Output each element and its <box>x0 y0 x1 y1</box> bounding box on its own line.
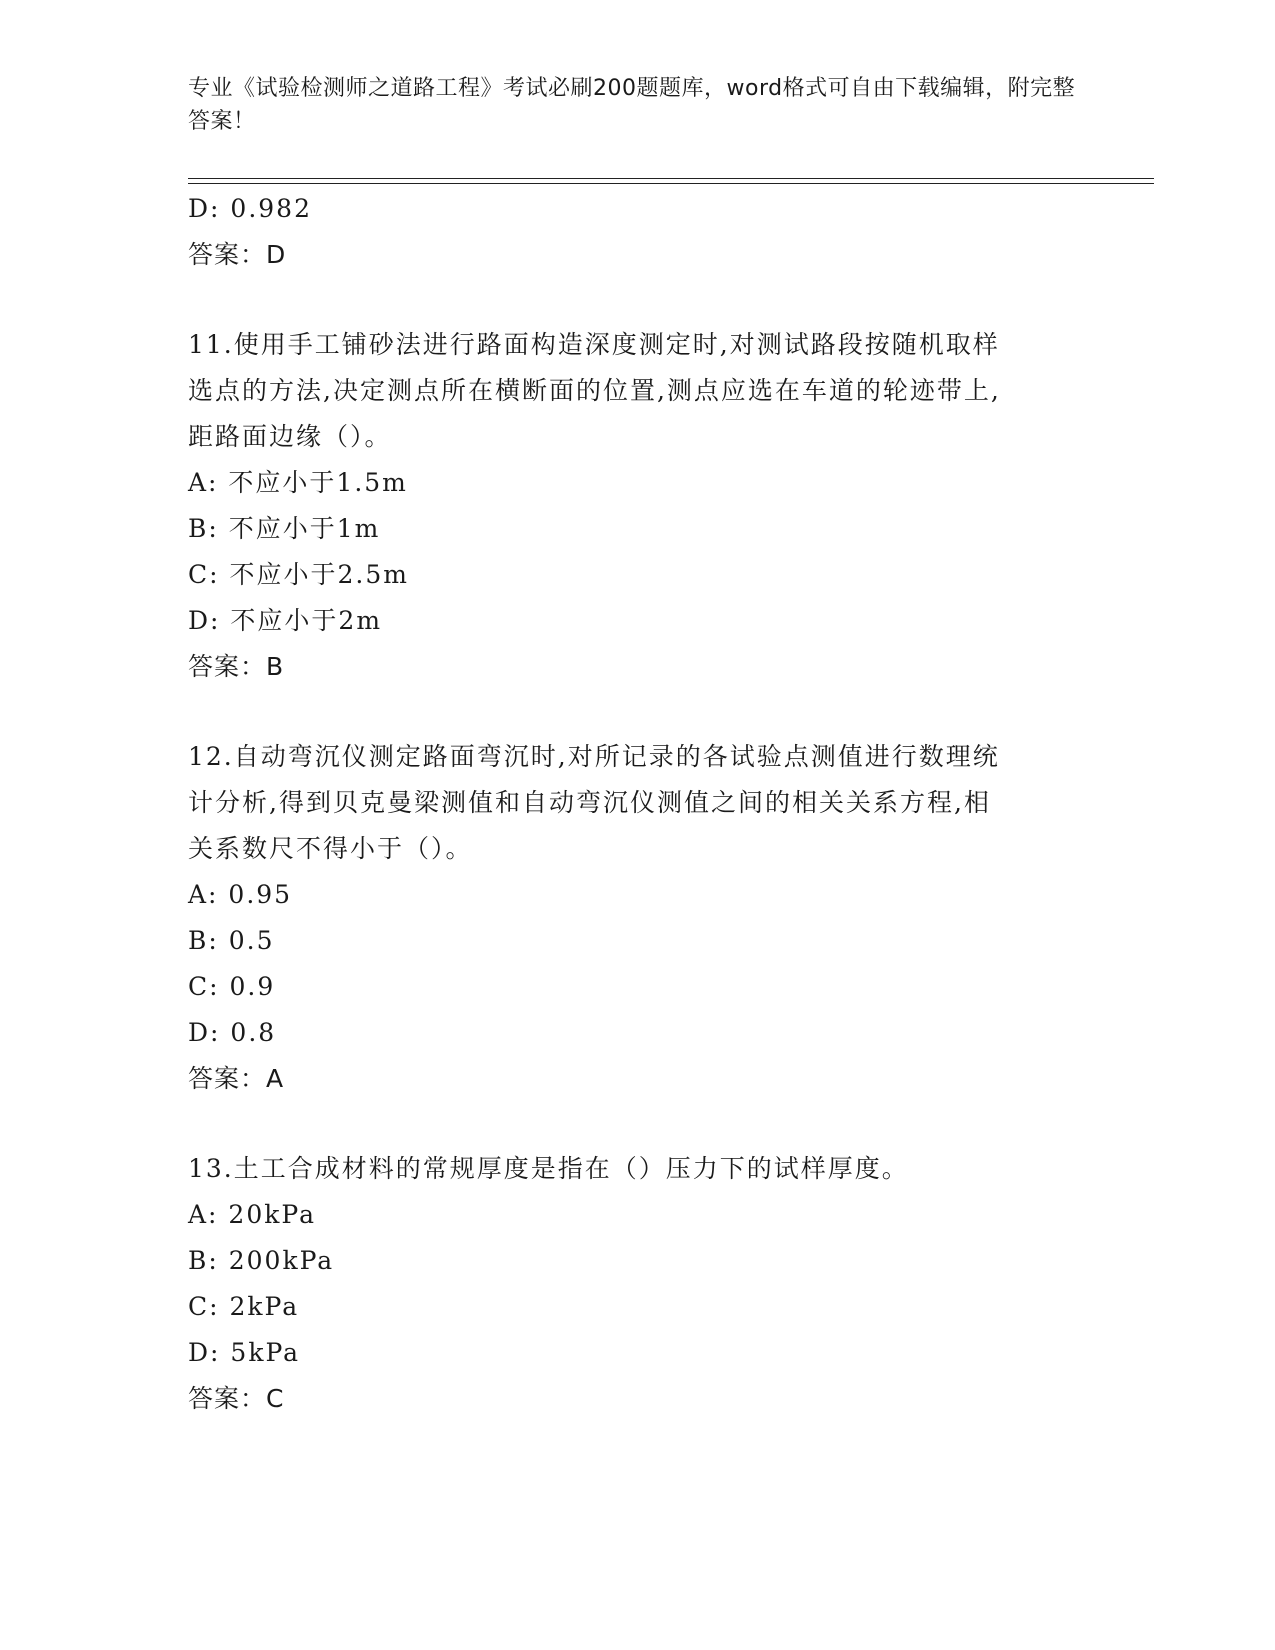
option-c: C: 2kPa <box>188 1292 300 1321</box>
option-d: D: 0.8 <box>188 1018 277 1047</box>
question-13 <box>188 1146 1088 1422</box>
question-stem-line: 距路面边缘（）。 <box>188 422 392 451</box>
option-a: A: 不应小于1.5m <box>188 468 408 497</box>
option-c: C: 0.9 <box>188 972 276 1001</box>
question-stem-line: 关系数尺不得小于（）。 <box>188 834 473 863</box>
option-b: B: 200kPa <box>188 1246 335 1275</box>
answer: 答案：C <box>188 1384 285 1413</box>
question-stem-line: 11.使用手工铺砂法进行路面构造深度测定时,对测试路段按随机取样 <box>188 330 1000 359</box>
option-c: C: 不应小于2.5m <box>188 560 409 589</box>
answer: 答案：A <box>188 1064 285 1093</box>
option-d: D: 0.982 <box>188 194 312 223</box>
question-stem-line: 选点的方法,决定测点所在横断面的位置,测点应选在车道的轮迹带上, <box>188 376 1001 405</box>
option-a: A: 20kPa <box>188 1200 316 1229</box>
option-b: B: 0.5 <box>188 926 275 955</box>
question-11 <box>188 322 1088 690</box>
answer: 答案：D <box>188 240 287 269</box>
header-rule-bottom <box>188 183 1154 184</box>
question-list <box>188 186 1088 1422</box>
option-d: D: 不应小于2m <box>188 606 383 635</box>
question-stem-line: 12.自动弯沉仪测定路面弯沉时,对所记录的各试验点测值进行数理统 <box>188 742 1000 771</box>
option-b: B: 不应小于1m <box>188 514 381 543</box>
option-a: A: 0.95 <box>188 880 293 909</box>
document-header: 专业《试验检测师之道路工程》考试必刷200题题库，word格式可自由下载编辑，附完整答案！ <box>188 76 1076 134</box>
question-stem-line: 13.土工合成材料的常规厚度是指在（）压力下的试样厚度。 <box>188 1154 909 1183</box>
answer: 答案：B <box>188 652 285 681</box>
question-12 <box>188 734 1088 1102</box>
header-rule-top <box>188 178 1154 179</box>
option-d: D: 5kPa <box>188 1338 301 1367</box>
question-stem-line: 计分析,得到贝克曼梁测值和自动弯沉仪测值之间的相关关系方程,相 <box>188 788 991 817</box>
